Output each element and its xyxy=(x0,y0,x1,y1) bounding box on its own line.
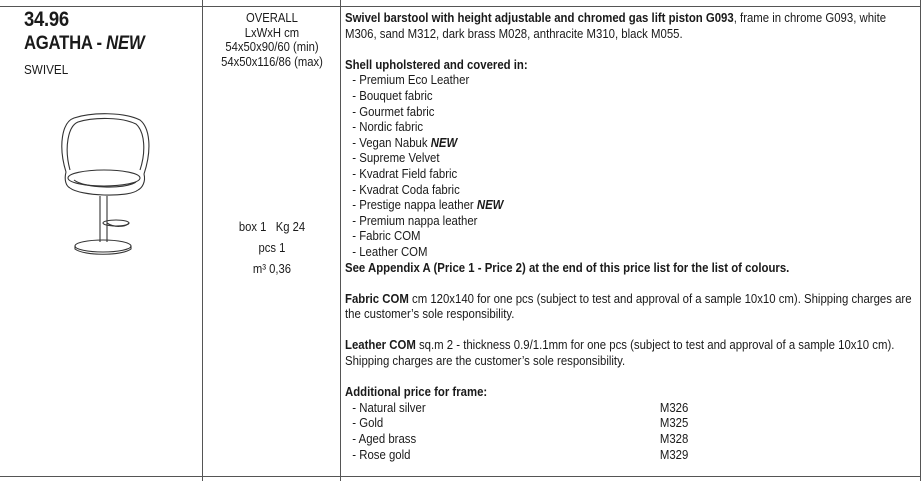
shell-material-name: - Kvadrat Field fabric xyxy=(352,166,458,181)
shell-material-item xyxy=(345,214,916,230)
intro-bold: Swivel barstool with height adjustable and chromed gas lift piston G093 xyxy=(345,11,734,25)
shell-material-item xyxy=(345,120,916,136)
product-name-text: AGATHA - xyxy=(24,33,107,54)
frame-heading: Additional price for frame: xyxy=(345,385,488,400)
fabric-com-label: Fabric COM xyxy=(345,291,409,306)
shell-material-item xyxy=(345,183,916,199)
overall-dimensions xyxy=(204,11,340,69)
shell-material-name: - Bouquet fabric xyxy=(352,88,433,103)
intro-paragraph xyxy=(345,11,916,42)
frame-options xyxy=(345,401,916,463)
shell-material-name: - Premium Eco Leather xyxy=(352,73,470,88)
frame-option-name: - Aged brass xyxy=(352,432,417,447)
shell-material-name: - Leather COM xyxy=(352,244,428,259)
shell-material-item xyxy=(345,167,916,183)
leather-com-paragraph xyxy=(345,338,916,369)
shell-material-item xyxy=(345,89,916,105)
shell-material-item xyxy=(345,151,916,167)
packaging-info xyxy=(204,217,340,280)
shell-material-name: - Vegan Nabuk xyxy=(352,135,431,150)
barstool-drawing xyxy=(44,110,164,270)
shell-material-item xyxy=(345,229,916,245)
new-flag: NEW xyxy=(106,33,145,54)
shell-material-name: - Fabric COM xyxy=(352,229,421,244)
box-weight-value: Kg 24 xyxy=(275,220,306,234)
shell-material-name: - Nordic fabric xyxy=(352,120,424,135)
new-flag: NEW xyxy=(430,135,458,150)
frame-option-code: M329 xyxy=(659,447,689,462)
shell-material-item xyxy=(345,245,916,261)
intro-rest: , frame in chrome G093, white M306, sand M312, dark brass M028, anthracite M310, black M055. xyxy=(345,11,887,41)
leather-com-label: Leather COM xyxy=(345,338,416,353)
box-count: box 1 xyxy=(238,220,267,234)
new-flag: NEW xyxy=(476,198,504,213)
frame-option-code: M328 xyxy=(659,432,689,447)
box-weight xyxy=(211,217,333,238)
leather-com-text: sq.m 2 - thickness 0.9/1.1mm for one pcs (subject to test and approval of a sample 10x10 cm). Shipping charges are the customer’s sole responsibility. xyxy=(345,338,895,369)
frame-option-name: - Rose gold xyxy=(352,447,411,462)
fabric-com-text: cm 120x140 for one pcs (subject to test and approval of a sample 10x10 cm). Shipping charges are the customer’s sole responsibility. xyxy=(345,291,912,322)
shell-material-item xyxy=(345,198,916,214)
frame-option-name: - Natural silver xyxy=(352,400,426,415)
shell-material-item xyxy=(345,73,916,89)
volume: m³ 0,36 xyxy=(252,262,292,276)
product-name xyxy=(24,32,179,56)
top-rule xyxy=(0,6,921,7)
frame-option-row xyxy=(345,448,916,464)
shell-material-item xyxy=(345,136,916,152)
shell-material-name: - Gourmet fabric xyxy=(352,104,435,119)
shell-heading: Shell upholstered and covered in: xyxy=(345,57,528,72)
appendix-note: See Appendix A (Price 1 - Price 2) at the end of this price list for the list of colours. xyxy=(345,260,790,275)
frame-option-row xyxy=(345,432,916,448)
frame-option-name: - Gold xyxy=(352,416,384,431)
product-header xyxy=(24,8,200,79)
fabric-com-paragraph xyxy=(345,292,916,323)
dimensions-unit: LxWxH cm xyxy=(244,25,300,40)
shell-material-name: - Supreme Velvet xyxy=(352,151,440,166)
column-divider-2 xyxy=(340,0,341,481)
shell-material-item xyxy=(345,105,916,121)
dimensions-min: 54x50x90/60 (min) xyxy=(225,40,319,54)
frame-option-row xyxy=(345,416,916,432)
bottom-rule xyxy=(0,476,921,477)
shell-list xyxy=(345,73,916,260)
frame-option-code: M325 xyxy=(659,416,689,431)
dimensions-max: 54x50x116/86 (max) xyxy=(221,54,323,69)
frame-option-code: M326 xyxy=(659,400,689,415)
product-description xyxy=(345,11,915,463)
product-code: 34.96 xyxy=(24,8,69,31)
column-divider-1 xyxy=(202,0,203,481)
dimensions-header: OVERALL xyxy=(246,11,298,25)
shell-material-name: - Prestige nappa leather xyxy=(352,198,477,213)
shell-material-name: - Premium nappa leather xyxy=(352,213,478,228)
shell-material-name: - Kvadrat Coda fabric xyxy=(352,182,460,197)
product-variant: SWIVEL xyxy=(24,62,69,77)
frame-option-row xyxy=(345,401,916,417)
pieces: pcs 1 xyxy=(258,241,286,255)
